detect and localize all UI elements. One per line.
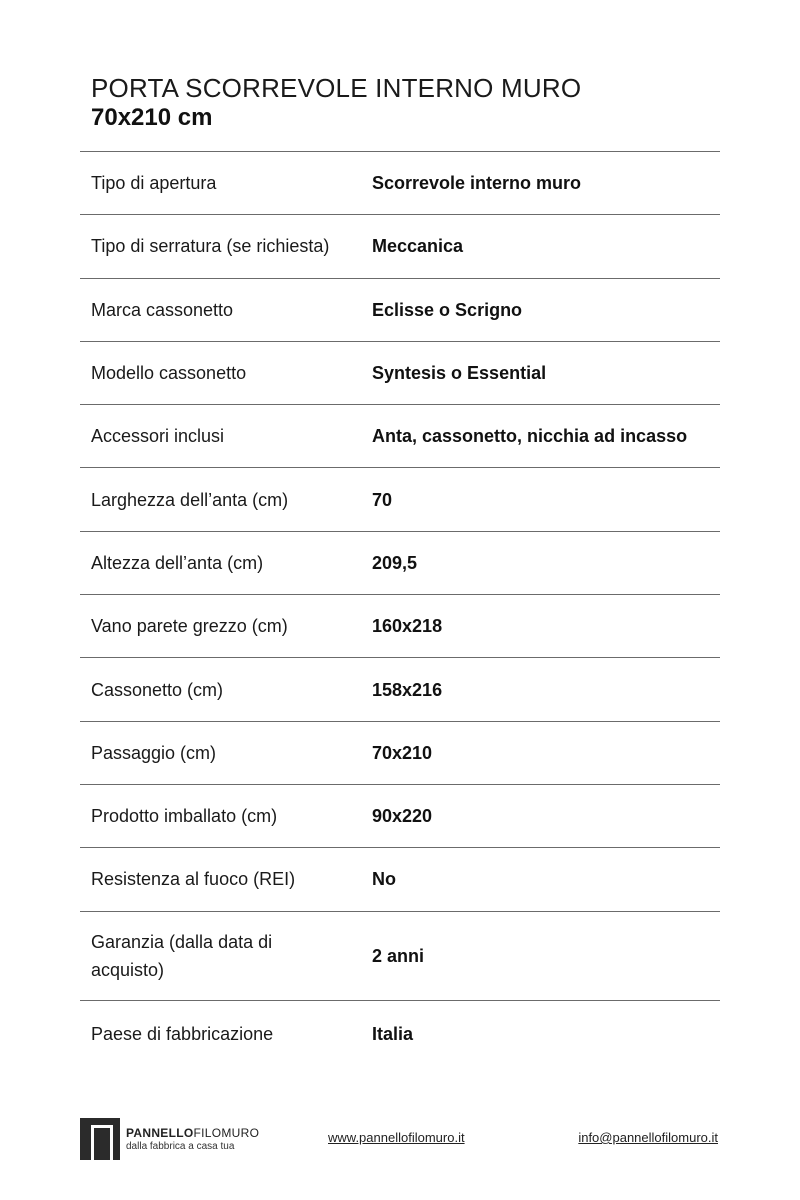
brand-name bbox=[126, 1126, 259, 1140]
spec-label: Accessori inclusi bbox=[91, 426, 225, 447]
page-header bbox=[91, 73, 581, 133]
spec-row bbox=[80, 1001, 720, 1067]
spec-value: Syntesis o Essential bbox=[372, 363, 547, 384]
spec-row bbox=[80, 215, 720, 278]
spec-label: Passaggio (cm) bbox=[91, 742, 217, 763]
spec-row bbox=[80, 405, 720, 468]
spec-row bbox=[80, 595, 720, 658]
door-frame-logo-icon bbox=[80, 1118, 120, 1160]
spec-label: Altezza dell’anta (cm) bbox=[91, 552, 264, 573]
spec-row bbox=[80, 468, 720, 531]
spec-value: Italia bbox=[372, 1023, 414, 1044]
spec-label: Tipo di serratura (se richiesta) bbox=[91, 236, 330, 257]
spec-value: 2 anni bbox=[372, 945, 425, 966]
spec-value: 90x220 bbox=[372, 806, 433, 827]
email-link[interactable]: info@pannellofilomuro.it bbox=[578, 1130, 718, 1145]
spec-value: Scorrevole interno muro bbox=[372, 173, 582, 194]
spec-value: 160x218 bbox=[372, 616, 443, 637]
spec-value: No bbox=[372, 869, 396, 890]
spec-value: 209,5 bbox=[372, 552, 418, 573]
spec-label: Modello cassonetto bbox=[91, 363, 247, 384]
page-footer bbox=[80, 1118, 720, 1162]
spec-row bbox=[80, 532, 720, 595]
spec-row bbox=[80, 279, 720, 342]
brand-logo bbox=[80, 1118, 259, 1160]
spec-label: Resistenza al fuoco (REI) bbox=[91, 869, 296, 890]
spec-row bbox=[80, 658, 720, 721]
spec-label: Cassonetto (cm) bbox=[91, 679, 224, 700]
spec-row bbox=[80, 848, 720, 911]
spec-label: Vano parete grezzo (cm) bbox=[91, 616, 288, 637]
page-subtitle: 70x210 cm bbox=[91, 104, 213, 131]
spec-label: Garanzia (dalla data di acquisto) bbox=[91, 931, 273, 980]
spec-value: 158x216 bbox=[372, 679, 443, 700]
spec-row bbox=[80, 785, 720, 848]
spec-value: Eclisse o Scrigno bbox=[372, 299, 523, 320]
spec-value: Meccanica bbox=[372, 236, 464, 257]
brand-name-light: FILOMURO bbox=[193, 1125, 260, 1140]
brand-tagline: dalla fabbrica a casa tua bbox=[126, 1140, 235, 1152]
brand-name-bold: PANNELLO bbox=[126, 1125, 194, 1140]
spec-label: Prodotto imballato (cm) bbox=[91, 806, 278, 827]
spec-value: 70x210 bbox=[372, 742, 433, 763]
spec-row bbox=[80, 342, 720, 405]
spec-label: Tipo di apertura bbox=[91, 173, 217, 194]
spec-row bbox=[80, 152, 720, 215]
brand-text bbox=[126, 1126, 259, 1153]
spec-row bbox=[80, 912, 720, 1001]
spec-value: 70 bbox=[372, 489, 393, 510]
spec-label: Marca cassonetto bbox=[91, 299, 234, 320]
spec-value: Anta, cassonetto, nicchia ad incasso bbox=[372, 426, 688, 447]
spec-row bbox=[80, 722, 720, 785]
spec-table bbox=[80, 151, 720, 1067]
page-title: PORTA SCORREVOLE INTERNO MURO bbox=[91, 73, 582, 103]
spec-label: Paese di fabbricazione bbox=[91, 1023, 274, 1044]
spec-label: Larghezza dell’anta (cm) bbox=[91, 489, 289, 510]
website-link[interactable]: www.pannellofilomuro.it bbox=[328, 1130, 465, 1145]
